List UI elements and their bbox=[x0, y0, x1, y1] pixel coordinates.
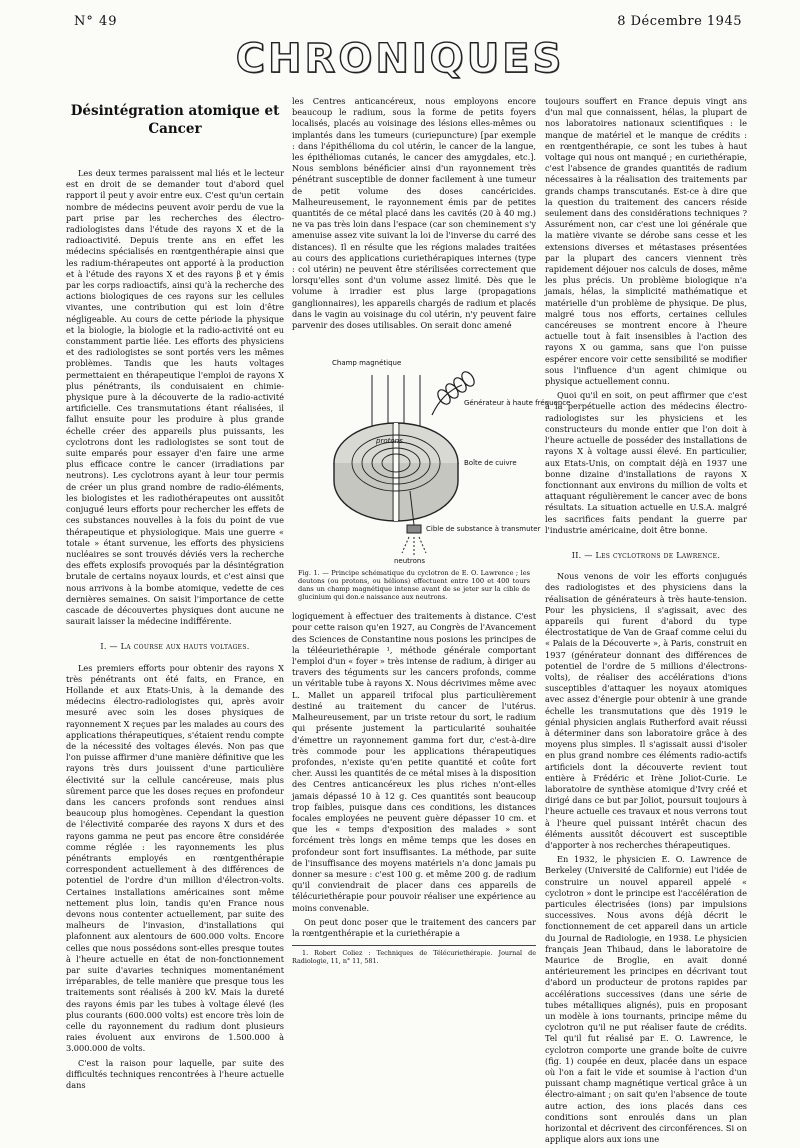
issue-number: N° 49 bbox=[74, 14, 118, 29]
section-2-paragraph: En 1932, le physicien E. O. Lawrence de Berkeley (Université de Californie) eut l'idée de construire un nouvel appareil appelé « cyclotron » dont le principe est l'accélération de particules électrisées (ions) par impulsions successives. Nous avons déjà décrit le fonctionnement de cet appareil dans un article du Journal de Radiologie, en 1938. Le physicien français Jean Thibaud, dans le laboratoire de Maurice de Broglie, en avait donné antérieurement les principes en décrivant tout d'abord un producteur de protons rapides par accélérations successives (dans une série de tubes métalliques alignés), puis en proposant un modèle à ions tournants, principe même du cyclotron qu'il ne put réaliser faute de crédits. Tel qu'il fut réalisé par E. O. Lawrence, le cyclotron comporte une grande boîte de cuivre (fig. 1) coupée en deux, placée dans un espace où l'on a fait le vide et soumise à l'action d'un puissant champ magnétique vertical grâce à un électro-aimant ; on sait qu'en l'absence de toute autre action, des ions placés dans ces conditions sont enroulés dans un plan horizontal et décrivent des circonférences. Si on applique alors aux ions une bbox=[545, 854, 747, 1145]
masthead: CHRONIQUES bbox=[235, 36, 565, 82]
section-2-heading bbox=[545, 550, 747, 561]
label-neutrons: neutrons bbox=[394, 557, 426, 566]
label-copper-box: Boîte de cuivre bbox=[464, 459, 517, 468]
column-3-paragraph: Quoi qu'il en soit, on peut affirmer que c'est à la perpétuelle action des médecins électro-radiologistes sur les physiciens et les constructeurs du monde entier que l'on doit à l'heure actuelle de posséder des installations de rayons X à voltage aussi élevé. En particulier, aux Etats-Unis, on comptait déjà en 1937 une bonne dizaine d'installations de rayons X fonctionnant aux environs du million de volts et attaquant régulièrement le cancer avec de bons résultats. La situation actuelle en U.S.A. malgré les sacrifices faits pendant la guerre par l'industrie américaine, doit être bonne. bbox=[545, 390, 747, 535]
column-2-paragraph: les Centres anticancéreux, nous employons encore beaucoup le radium, sous la forme de petits foyers localisés, placés au voisinage des lésions elles-mêmes ou implantés dans les tumeurs (curiepuncture) [par exemple : dans l'épithélioma du col utérin, le cancer de la langue, les épithéliomas cutanés, le cancer des amygdales, etc.]. Nous semblons bénéficier ainsi d'un rayonnement très pénétrant susceptible de donner facilement à une tumeur de petit volume des doses cancéricides. Malheureusement, le rayonnement émis par de petites quantités de ce métal placé dans les cavités (20 à 40 mg.) ne va pas très loin dans l'espace (car son cheminement s'y amenuise assez vite suivant la loi de l'inverse du carré des distances). Il en résulte que les régions malades traitées au cours des applications curiethérapiques internes (type : col utérin) ne peuvent être stérilisées correctement que lorsqu'elles sont d'un volume assez limité. Dès que le volume à irradier est plus large (propagations ganglionnaires), les appareils chargés de radium et placés dans le vagin au voisinage du col utérin, n'y peuvent faire parvenir des doses utilisables. On serait donc amené bbox=[292, 96, 536, 331]
cyclotron-figure bbox=[292, 345, 571, 602]
label-generator: Générateur à haute fréquence bbox=[464, 399, 571, 408]
figure-caption: Fig. 1. — Principe schématique du cyclotron de E. O. Lawrence ; les deutons (ou protons, ou hélions) effectuent entre 100 et 400 tours dans un champ magnétique intense avant de se jeter sur la cible de glucinium qui don.e naissance aux neutrons. bbox=[298, 569, 530, 602]
label-magnetic-field: Champ magnétique bbox=[332, 359, 402, 368]
section-2-title: II. — Les cyclotrons de Lawrence. bbox=[571, 550, 721, 560]
column-2-paragraph: logiquement à effectuer des traitements à distance. C'est pour cette raison qu'en 1927, au Congrès de l'Avancement des Sciences de Constantine nous posions les principes de la téléeuriethérapie ¹, méthode générale comportant l'emploi d'un « foyer » très intense de radium, à diriger au travers des téguments sur les cancers profonds, comme un véritable tube à rayons X. Nous décrivimes même avec L. Mallet un appareil trifocal plus particulièrement destiné au traitement du cancer de l'utérus. Malheureusement, par un triste retour du sort, le radium qui présente justement la particularité souhaitée d'émettre un rayonnement gamma fort dur, c'est-à-dire très commode pour les applications thérapeutiques profondes, n'existe qu'en petite quantité et coûte fort cher. Aussi les quantités de ce métal mises à la disposition des Centres anticancéreux les plus riches n'ont-elles jamais dépassé 10 à 12 g. Ces quantités sont beaucoup trop faibles, puisque dans ces conditions, les distances focales employées ne peuvent guère dépasser 10 cm. et que les « temps d'exposition des malades » sont forcément très longs en même temps que les doses en profondeur sont fort insuffisantes. La méthode, par suite de l'insuffisance des moyens matériels n'a donc jamais pu donner sa mesure : c'est 100 g. et même 200 g. de radium qu'il conviendrait de placer dans ces appareils de télécuriethérapie pour pouvoir réaliser une expérience au moins convenable. bbox=[292, 611, 536, 913]
issue-date: 8 Décembre 1945 bbox=[617, 14, 742, 29]
section-1-paragraph: C'est la raison pour laquelle, par suite des difficultés techniques rencontrées à l'heure actuelle dans bbox=[66, 1057, 284, 1091]
generator-coil bbox=[432, 370, 477, 415]
column-1 bbox=[66, 96, 284, 1094]
section-1-heading bbox=[66, 641, 284, 652]
section-1-paragraph: Les premiers efforts pour obtenir des rayons X très pénétrants ont été faits, en France, en Hollande et aux Etats-Unis, à la demande des médecins électro-radiologistes qui, après avoir mesuré avec soin les doses physiques de rayonnement X reçues par les malades au cours des applications thérapeutiques, s'étaient rendu compte de la nécessité des voltages élevés. Non pas que l'on puisse affirmer d'une manière définitive que les rayons très durs jouissent d'une particulière électivité sur la cellule cancéreuse, mais plus sûrement parce que les doses reçues en profondeur dans les cancers profonds sont rendues ainsi beaucoup plus homogènes. Cependant la question de l'électivité comparée des rayons X durs et des rayons gamma ne peut pas encore être considérée comme réglée : les rayonnements les plus pénétrants employés en rœntgenthérapie correspondent actuellement à des différences de potentiel de l'ordre d'un million d'électron-volts. Certaines installations américaines sont même nettement plus loin, tandis qu'en France nous devons nous contenter actuellement, par suite des malheurs de l'invasion, d'installations qui plafonnent aux alentours de 600.000 volts. Encore celles que nous possédons sont-elles presque toutes à l'heure actuelle en état de non-fonctionnement par suite d'avaries techniques momentanément irréparables, de telle manière que presque tous les traitements sont réalisés à 200 kV. Mais la dureté des rayons émis par les tubes à voltage élevé (les plus courants (600.000 volts) est encore très loin de celle du rayonnement du radium dont plusieurs raies évoluent aux environs de 1.500.000 à 3.000.000 de volts. bbox=[66, 662, 284, 1054]
section-2-paragraph: Nous venons de voir les efforts conjugués des radiologistes et des physiciens dans la réalisation de générateurs à très haute-tension. Pour les physiciens, il s'agissait, avec des appareils qui furent d'abord du type électrostatique de Van de Graaf comme celui du « Palais de la Découverte », à Paris, construit en 1937 (générateur donnant des différences de potentiel de l'ordre de 5 millions d'électrons-volts), de réaliser des accélérations d'ions susceptibles d'attaquer les noyaux atomiques avec assez d'énergie pour obtenir à une grande échelle les transmutations que dès 1919 le génial physicien anglais Rutherford avait réussi à déterminer dans son laboratoire grâce à des moyens plus simples. Il s'agissait aussi d'isoler en plus grand nombre ces éléments radio-actifs artificiels dont la découverte revient tout entière à Frédéric et Irène Joliot-Curie. Le laboratoire de synthèse atomique d'Ivry créé et dirigé dans ce but par Joliot, poursuit toujours à l'heure actuelle ces travaux et nous verrons tout à l'heure quel puissant intérêt chacun des éléments aussitôt découvert est susceptible d'apporter à nos recherches thérapeutiques. bbox=[545, 571, 747, 850]
section-1-title: I. — La course aux hauts voltages. bbox=[100, 642, 250, 652]
cyclotron-diagram bbox=[314, 345, 571, 566]
column-2 bbox=[292, 96, 571, 966]
column-2-paragraph: On peut donc poser que le traitement des cancers par la rœntgenthérapie et la curiethérapie a bbox=[292, 916, 536, 938]
footnote: 1. Robert Coliez : Techniques de Télécuriethérapie. Journal de Radiologie, 11, n° 11, 581. bbox=[292, 945, 536, 965]
article-title: Désintégration atomique et Cancer bbox=[70, 103, 280, 137]
column-3-paragraph: toujours souffert en France depuis vingt ans d'un mal que connaissent, hélas, la plupart de nos laboratoires nationaux scientifiques : le manque de matériel et le manque de crédits : en rœntgenthérapie, ce sont les tubes à haut voltage qui nous ont manqué ; en curiethérapie, c'est l'absence de grandes quantités de radium nécessaires à la réalisation des traitements par grands champs transcutanés. Est-ce à dire que la question du traitement des cancers réside seulement dans des considérations techniques ? Assurément non, car c'est une loi générale que la matière vivante se dérobe sans cesse et les extensions diverses et métastases présentées par la plupart des cancers viennent très rapidement déjouer nos calculs de doses, même les plus précis. Un problème biologique n'a jamais, hélas, la simplicité mathématique et matérielle d'un problème de physique. De plus, malgré tous nos efforts, certaines cellules cancéreuses se montrent encore à l'heure actuelle tout à fait insensibles à l'action des rayons X ou gamma, sans que l'on puisse espérer encore voir cette sensibilité se modifier sous l'influence d'un agent chimique ou physique actuellement connu. bbox=[545, 96, 747, 387]
column-3 bbox=[545, 96, 747, 1148]
label-target: Cible de substance à transmuter bbox=[426, 525, 541, 534]
intro-paragraph: Les deux termes paraissent mal liés et le lecteur est en droit de se demander tout d'abord quel rapport il peut y avoir entre eux. C'est qu'un certain nombre de médecins peuvent avoir perdu de vue la part prise par les recherches des électro-radiologistes dans l'étude des rayons X et de la radioactivité. Depuis trente ans en effet les médecins spécialisés en rœntgenthérapie ainsi que les radium-thérapeutes ont apporté à la production et à l'étude des rayons X et des rayons β et γ émis par les corps radioactifs, ainsi qu'à la recherche des actions biologiques de ces rayons sur les cellules vivantes, une contribution qui est loin d'être négligeable. Au cours de cette période la physique et la biologie, la biologie et la radio-activité ont eu constamment partie liée. Les efforts des physiciens et des radiologistes se sont portés vers les mêmes problèmes. Tandis que les hauts voltages permettaient en thérapeutique l'emploi de rayons X plus pénétrants, ils conduisaient en chimie-physique pure à la découverte de la radio-activité artificielle. Ces transmutations étant réalisées, il fallut ensuite pour les produire à plus grande échelle créer des appareils plus puissants, les cyclotrons dont les radiologistes se sont tout de suite emparés pour essayer d'en faire une arme plus efficace contre le cancer (irradiations par neutrons). Les cyclotrons ayant à leur tour permis de créer un plus grand nombre de radio-éléments, les biologistes et les radiothérapeutes ont aussitôt conjugué leurs efforts pour rechercher les effets de ces substances nouvelles à la fois du point de vue thérapeutique et physiologique. Mais une guerre « totale » étant survenue, les efforts des physiciens nucléaires se sont trouvés déviés vers la recherche des effets explosifs provoqués par la désintégration brutale de certains noyaux lourds, et c'est ainsi que nous arrivons à la bombe atomique, vedette de ces dernières semaines. On saisit l'importance de cette cascade de découvertes physiques dont aucune ne saurait laisser la médecine indifférente. bbox=[66, 168, 284, 627]
label-protons: protons bbox=[376, 437, 403, 446]
